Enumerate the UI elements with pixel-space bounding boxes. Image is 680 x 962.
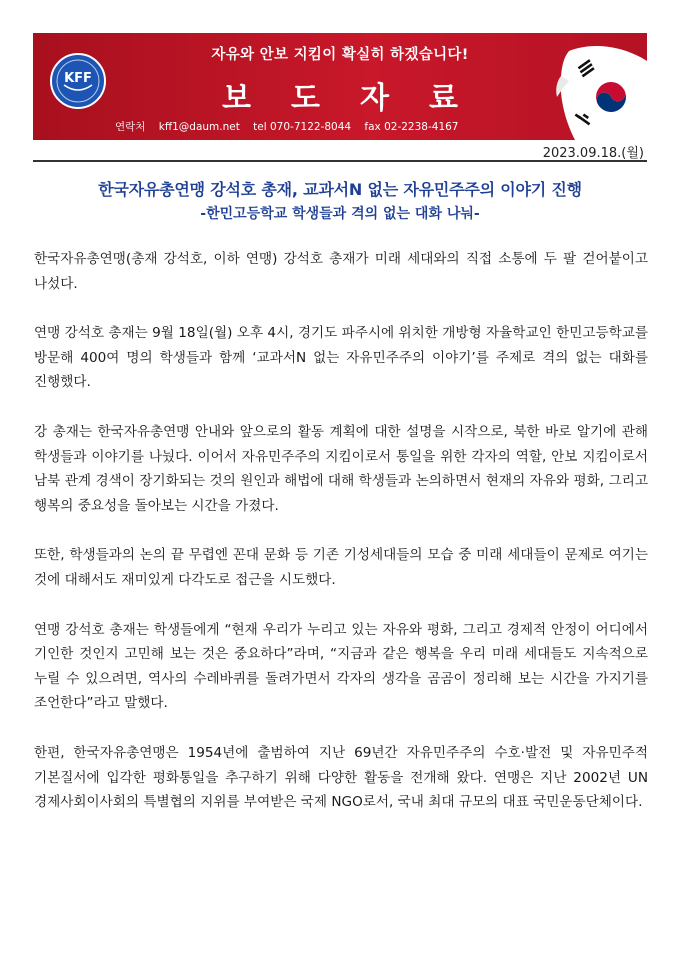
paragraph-5: 연맹 강석호 총재는 학생들에게 “현재 우리가 누리고 있는 자유와 평화, 그리고 경제적 안정이 어디에서 기인한 것인지 고민해 보는 것은 중요하다”라며, “지금과 같은 행복을 우리 미래 세대들도 지속적으로 누릴 수 있으려면, 역사의 수레바퀴를 돌려가면서 각자의 생각을 곰곰이 정리해 보는 시간을 가지기를 조언한다”라고 말했다. bbox=[34, 621, 648, 712]
contact-tel: tel 070-7122-8044 bbox=[253, 121, 352, 133]
press-release-banner bbox=[33, 33, 647, 140]
contact-label: 연락처 bbox=[115, 121, 146, 133]
contact-info bbox=[115, 119, 469, 134]
release-date: 2023.09.18.(월) bbox=[542, 146, 644, 161]
title-char-2: 도 bbox=[291, 81, 320, 116]
paragraph-4: 또한, 학생들과의 논의 끝 무렵엔 꼰대 문화 등 기존 기성세대들의 모습 중 미래 세대들이 문제로 여기는 것에 대해서도 재미있게 다각도로 접근을 시도했다. bbox=[34, 547, 648, 588]
date-divider bbox=[33, 160, 647, 162]
paragraph-3: 강 총재는 한국자유총연맹 안내와 앞으로의 활동 계획에 대한 설명을 시작으로, 북한 바로 알기에 관해 학생들과 이야기를 나눴다. 이어서 자유민주주의 지킴이로서 통일을 위한 각자의 역할, 안보 지킴이로서 남북 관계 경색이 장기화되는 것의 원인과 해법에 대해 학생들과 논의하면서 현재의 자유와 평화, 그리고 행복의 중요성을 돌아보는 시간을 가졌다. bbox=[34, 423, 648, 514]
paragraph-2: 연맹 강석호 총재는 9월 18일(월) 오후 4시, 경기도 파주시에 위치한 개방형 자율학교인 한민고등학교를 방문해 400여 명의 학생들과 함께 ‘교과서N 없는 자유민주주의 이야기’를 주제로 격의 없는 대화를 진행했다. bbox=[34, 325, 648, 391]
title-char-3: 자 bbox=[360, 81, 389, 116]
title-char-4: 료 bbox=[428, 81, 458, 116]
slogan: 자유와 안보 지킴이 확실히 하겠습니다! bbox=[211, 47, 469, 63]
korean-flag-icon bbox=[555, 41, 647, 140]
paragraph-1: 한국자유총연맹(총재 강석호, 이하 연맹) 강석호 총재가 미래 세대와의 직접 소통에 두 팔 걷어붙이고 나섰다. bbox=[34, 251, 648, 292]
title-char-1: 보 bbox=[222, 81, 252, 116]
subheadline: -한민고등학교 학생들과 격의 없는 대화 나눠- bbox=[200, 206, 480, 222]
logo-text: KFF bbox=[64, 71, 92, 86]
article-body bbox=[34, 247, 648, 840]
contact-email: kff1@daum.net bbox=[158, 121, 240, 133]
contact-fax: fax 02-2238-4167 bbox=[364, 121, 459, 133]
headline: 한국자유총연맹 강석호 총재, 교과서N 없는 자유민주주의 이야기 진행 bbox=[98, 180, 582, 199]
paragraph-6: 한편, 한국자유총연맹은 1954년에 출범하여 지난 69년간 자유민주주의 수호·발전 및 자유민주적 기본질서에 입각한 평화통일을 추구하기 위해 다양한 활동을 전개해 왔다. 연맹은 지난 2002년 UN 경제사회이사회의 특별협의 지위를 부여받은 국제 NGO로서, 국내 최대 규모의 대표 국민운동단체이다. bbox=[34, 744, 648, 811]
